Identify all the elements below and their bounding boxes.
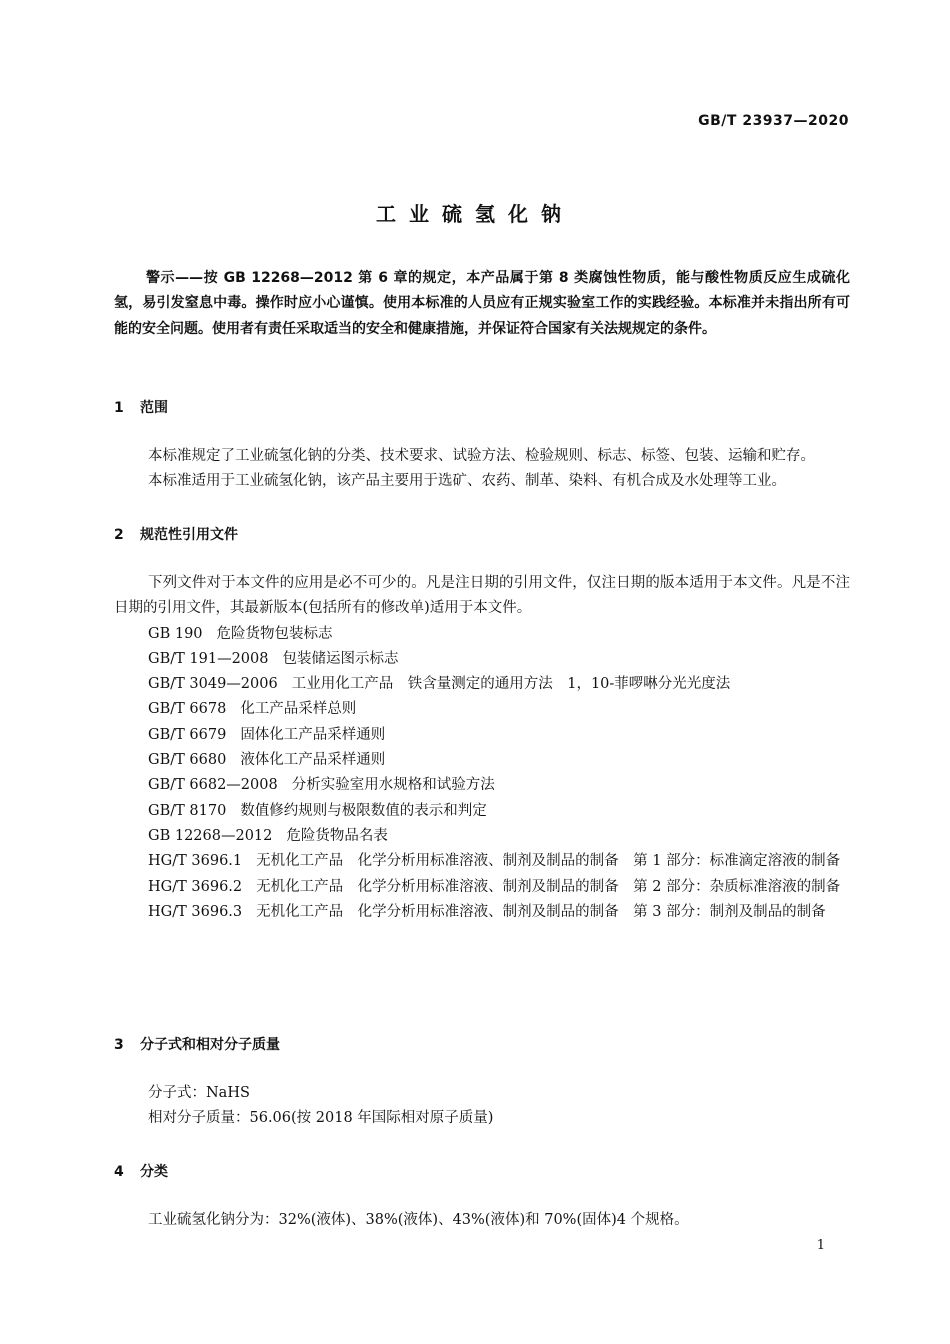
reference-item bbox=[114, 900, 850, 925]
reference-code: HG/T 3696.2 bbox=[148, 878, 243, 895]
reference-name: 无机化工产品 化学分析用标准溶液、制剂及制品的制备 第 2 部分：杂质标准溶液的制备 bbox=[256, 878, 841, 895]
scope-paragraph: 本标准规定了工业硫氢化钠的分类、技术要求、试验方法、检验规则、标志、标签、包装、运输和贮存。 bbox=[148, 448, 815, 464]
reference-name: 化工产品采样总则 bbox=[240, 701, 357, 718]
reference-item bbox=[114, 849, 850, 874]
warning-text: 警示——按 GB 12268—2012 第 6 章的规定，本产品属于第 8 类腐蚀性物质，能与酸性物质反应生成硫化氢，易引发窒息中毒。操作时应小心谨慎。使用本标准的人员应有正规实验室工作的实践经验。本标准并未指出所有可能的安全问题。使用者有责任采取适当的安全和健康措施，并保证符合国家有关法规规定的条件。 bbox=[114, 270, 850, 337]
reference-name: 液体化工产品采样通则 bbox=[240, 752, 386, 769]
reference-name: 工业用化工产品 铁含量测定的通用方法 1，10-菲啰啉分光光度法 bbox=[291, 676, 731, 693]
reference-code: GB 190 bbox=[148, 625, 203, 642]
reference-item bbox=[114, 647, 850, 672]
document-title: 工业硫氢化钠 bbox=[376, 202, 574, 226]
reference-code: HG/T 3696.1 bbox=[148, 853, 243, 870]
reference-code: GB/T 3049—2006 bbox=[148, 676, 278, 693]
section-title: 规范性引用文件 bbox=[140, 527, 238, 543]
page-number: 1 bbox=[816, 1238, 825, 1253]
reference-name: 数值修约规则与极限数值的表示和判定 bbox=[240, 802, 487, 819]
reference-code: GB 12268—2012 bbox=[148, 827, 273, 844]
reference-name: 危险货物包装标志 bbox=[216, 625, 333, 642]
molecular-mass: 相对分子质量：56.06(按 2018 年国际相对原子质量) bbox=[148, 1110, 494, 1127]
scope-body bbox=[114, 444, 850, 495]
reference-code: GB/T 6682—2008 bbox=[148, 777, 278, 794]
reference-code: GB/T 191—2008 bbox=[148, 650, 269, 667]
section-number: 1 bbox=[114, 400, 124, 416]
reference-item bbox=[114, 748, 850, 773]
section-number: 3 bbox=[114, 1037, 124, 1053]
section-title: 分子式和相对分子质量 bbox=[140, 1037, 280, 1053]
reference-item bbox=[114, 824, 850, 849]
reference-item bbox=[114, 672, 850, 697]
section-title: 范围 bbox=[140, 400, 168, 416]
section-number: 2 bbox=[114, 527, 124, 543]
reference-name: 危险货物品名表 bbox=[286, 827, 388, 844]
reference-item bbox=[114, 697, 850, 722]
reference-code: GB/T 6679 bbox=[148, 726, 227, 743]
classification-body bbox=[114, 1208, 850, 1233]
section-heading-formula bbox=[114, 1034, 280, 1054]
reference-item bbox=[114, 622, 850, 647]
reference-name: 无机化工产品 化学分析用标准溶液、制剂及制品的制备 第 3 部分：制剂及制品的制备 bbox=[256, 903, 826, 920]
reference-code: GB/T 6678 bbox=[148, 701, 227, 718]
reference-item bbox=[114, 773, 850, 798]
normative-body bbox=[114, 571, 850, 925]
reference-item bbox=[114, 723, 850, 748]
reference-name: 无机化工产品 化学分析用标准溶液、制剂及制品的制备 第 1 部分：标准滴定溶液的制备 bbox=[256, 853, 841, 870]
normative-intro: 下列文件对于本文件的应用是必不可少的。凡是注日期的引用文件，仅注日期的版本适用于本文件。凡是不注日期的引用文件，其最新版本(包括所有的修改单)适用于本文件。 bbox=[114, 575, 850, 617]
scope-paragraph: 本标准适用于工业硫氢化钠，该产品主要用于选矿、农药、制革、染料、有机合成及水处理等工业。 bbox=[148, 473, 786, 490]
section-heading-normative bbox=[114, 524, 238, 544]
warning-block bbox=[114, 266, 850, 342]
reference-name: 分析实验室用水规格和试验方法 bbox=[291, 777, 495, 794]
section-number: 4 bbox=[114, 1164, 124, 1180]
reference-code: GB/T 6680 bbox=[148, 752, 227, 769]
section-heading-scope bbox=[114, 397, 168, 417]
section-heading-classification bbox=[114, 1161, 168, 1181]
standard-code: GB/T 23937—2020 bbox=[698, 113, 849, 129]
reference-name: 固体化工产品采样通则 bbox=[240, 726, 386, 743]
section-title: 分类 bbox=[140, 1164, 168, 1180]
reference-code: GB/T 8170 bbox=[148, 802, 227, 819]
classification-text: 工业硫氢化钠分为：32%(液体)、38%(液体)、43%(液体)和 70%(固体)4 个规格。 bbox=[148, 1212, 689, 1228]
reference-name: 包装储运图示标志 bbox=[282, 650, 399, 667]
reference-code: HG/T 3696.3 bbox=[148, 903, 243, 920]
reference-item bbox=[114, 875, 850, 900]
molecular-formula: 分子式：NaHS bbox=[148, 1085, 250, 1101]
reference-item bbox=[114, 799, 850, 824]
formula-body bbox=[114, 1081, 850, 1132]
